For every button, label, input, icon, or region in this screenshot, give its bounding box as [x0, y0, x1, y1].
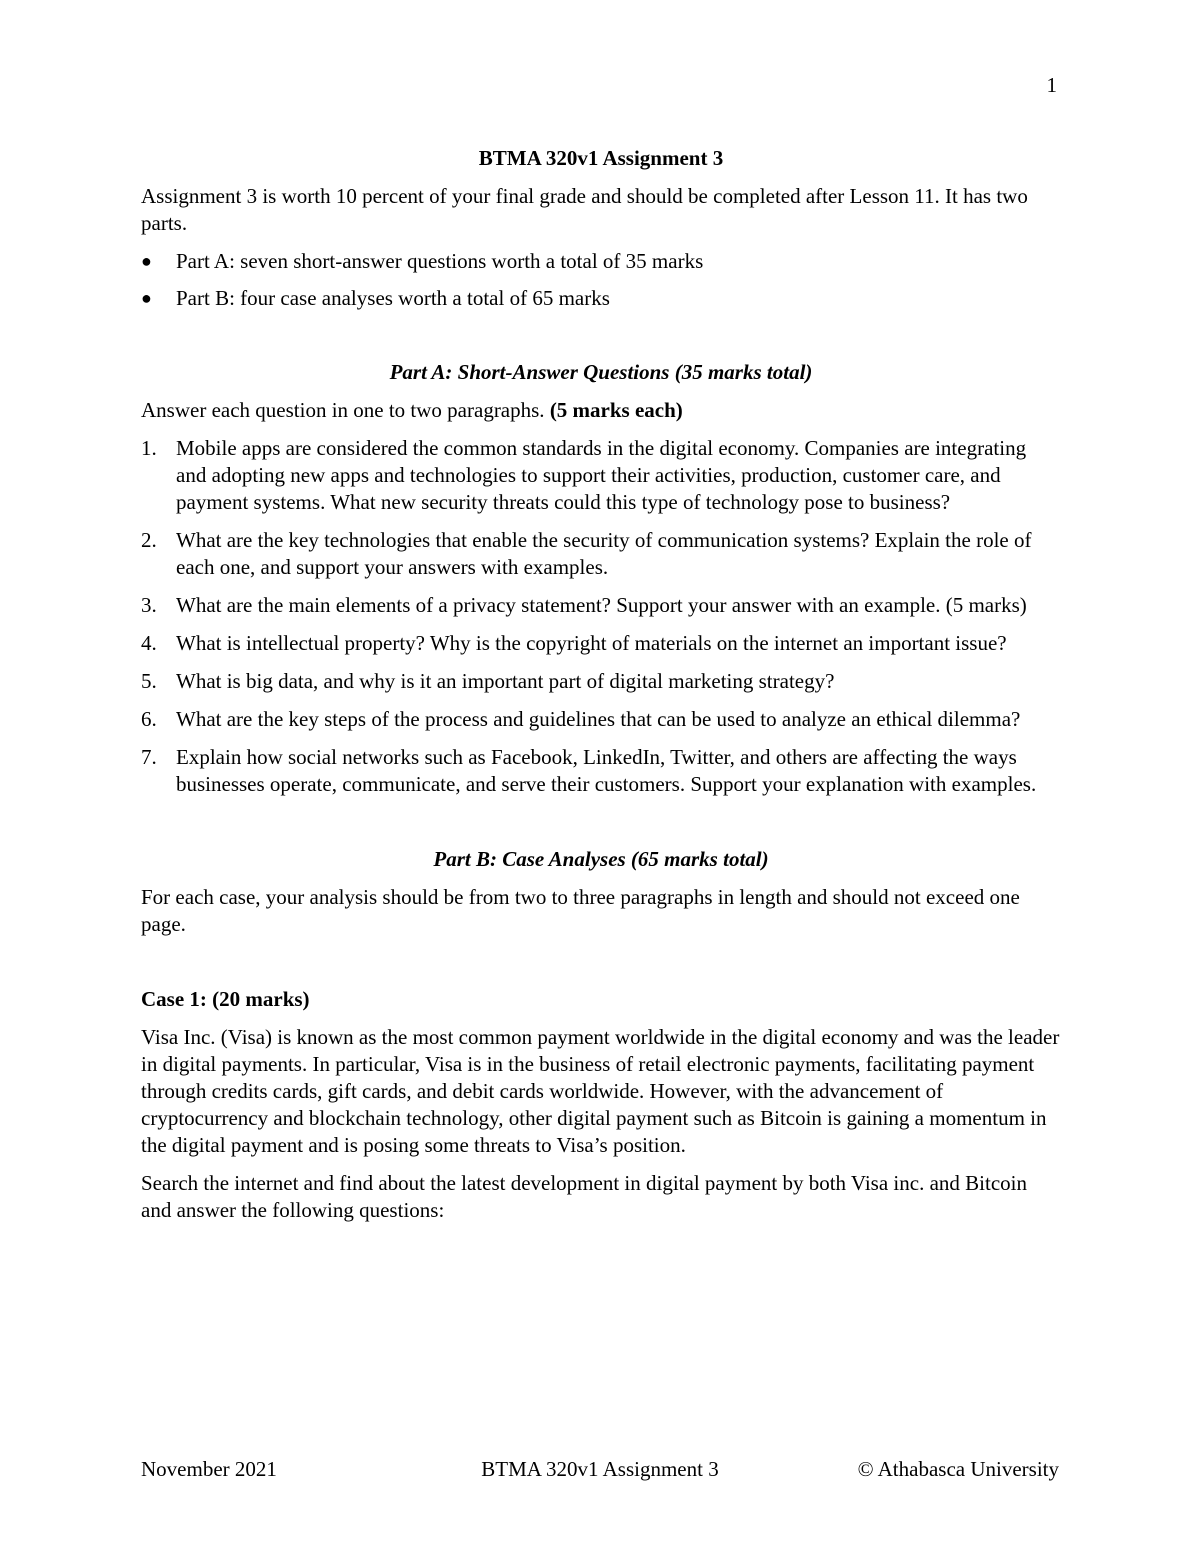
question-number: 5. [141, 669, 157, 693]
question-text: What is intellectual property? Why is the copyright of materials on the internet an important issue? [176, 631, 1007, 655]
question-item [141, 706, 1061, 733]
part-a-instructions-marks: (5 marks each) [549, 398, 683, 422]
question-text: What are the key technologies that enable the security of communication systems? Explain the role of each one, and support your answers with examples. [176, 528, 1032, 579]
question-item [141, 527, 1061, 581]
bullet-icon: ● [141, 251, 152, 271]
list-item [141, 248, 1061, 275]
part-b-summary: Part B: four case analyses worth a total of 65 marks [176, 286, 610, 310]
question-text: Explain how social networks such as Facebook, LinkedIn, Twitter, and others are affecting the ways businesses operate, communicate, and serve their customers. Support your explanation with examples. [176, 745, 1037, 796]
part-b-instructions: For each case, your analysis should be from two to three paragraphs in length and should not exceed one page. [141, 885, 1020, 936]
page-footer [141, 1456, 1059, 1483]
question-text: What are the key steps of the process and guidelines that can be used to analyze an ethical dilemma? [176, 707, 1021, 731]
question-item [141, 592, 1061, 619]
parts-list [141, 248, 1061, 312]
question-item [141, 668, 1061, 695]
footer-copyright: © Athabasca University [857, 1457, 1059, 1481]
part-a-summary: Part A: seven short-answer questions worth a total of 35 marks [176, 249, 704, 273]
question-number: 2. [141, 528, 157, 552]
question-number: 3. [141, 593, 157, 617]
question-text: Mobile apps are considered the common standards in the digital economy. Companies are integrating and adopting new apps and technologies to support their activities, production, customer care, and payment systems. What new security threats could this type of technology pose to business? [176, 436, 1027, 514]
part-a-heading: Part A: Short-Answer Questions (35 marks total) [389, 360, 813, 384]
case-1-paragraph: Visa Inc. (Visa) is known as the most common payment worldwide in the digital economy and was the leader in digital payments. In particular, Visa is in the business of retail electronic payments, facilitating payment through credits cards, gift cards, and debit cards worldwide. However, with the advancement of cryptocurrency and blockchain technology, other digital payment such as Bitcoin is gaining a momentum in the digital payment and is posing some threats to Visa’s position. [141, 1025, 1060, 1157]
case-1-heading: Case 1: (20 marks) [141, 987, 310, 1011]
question-text: What is big data, and why is it an important part of digital marketing strategy? [176, 669, 835, 693]
bullet-icon: ● [141, 288, 152, 308]
question-number: 7. [141, 745, 157, 769]
question-item [141, 744, 1061, 798]
footer-date: November 2021 [141, 1457, 277, 1481]
intro-paragraph: Assignment 3 is worth 10 percent of your final grade and should be completed after Lesson 11. It has two parts. [141, 184, 1028, 235]
question-item [141, 630, 1061, 657]
footer-title: BTMA 320v1 Assignment 3 [481, 1457, 719, 1481]
question-number: 1. [141, 436, 157, 460]
part-a-instructions [141, 397, 1061, 424]
case-1-prompt: Search the internet and find about the latest development in digital payment by both Visa inc. and Bitcoin and answer the following questions: [141, 1171, 1027, 1222]
question-number: 4. [141, 631, 157, 655]
question-text: What are the main elements of a privacy statement? Support your answer with an example. (5 marks) [176, 593, 1027, 617]
list-item [141, 285, 1061, 312]
question-item [141, 435, 1061, 516]
document-title: BTMA 320v1 Assignment 3 [478, 146, 724, 170]
document-body [141, 145, 1061, 1235]
questions-list [141, 435, 1061, 798]
page-number: 1 [1046, 73, 1057, 97]
part-b-heading: Part B: Case Analyses (65 marks total) [433, 847, 769, 871]
question-number: 6. [141, 707, 157, 731]
part-a-instructions-text: Answer each question in one to two paragraphs. [141, 398, 550, 422]
